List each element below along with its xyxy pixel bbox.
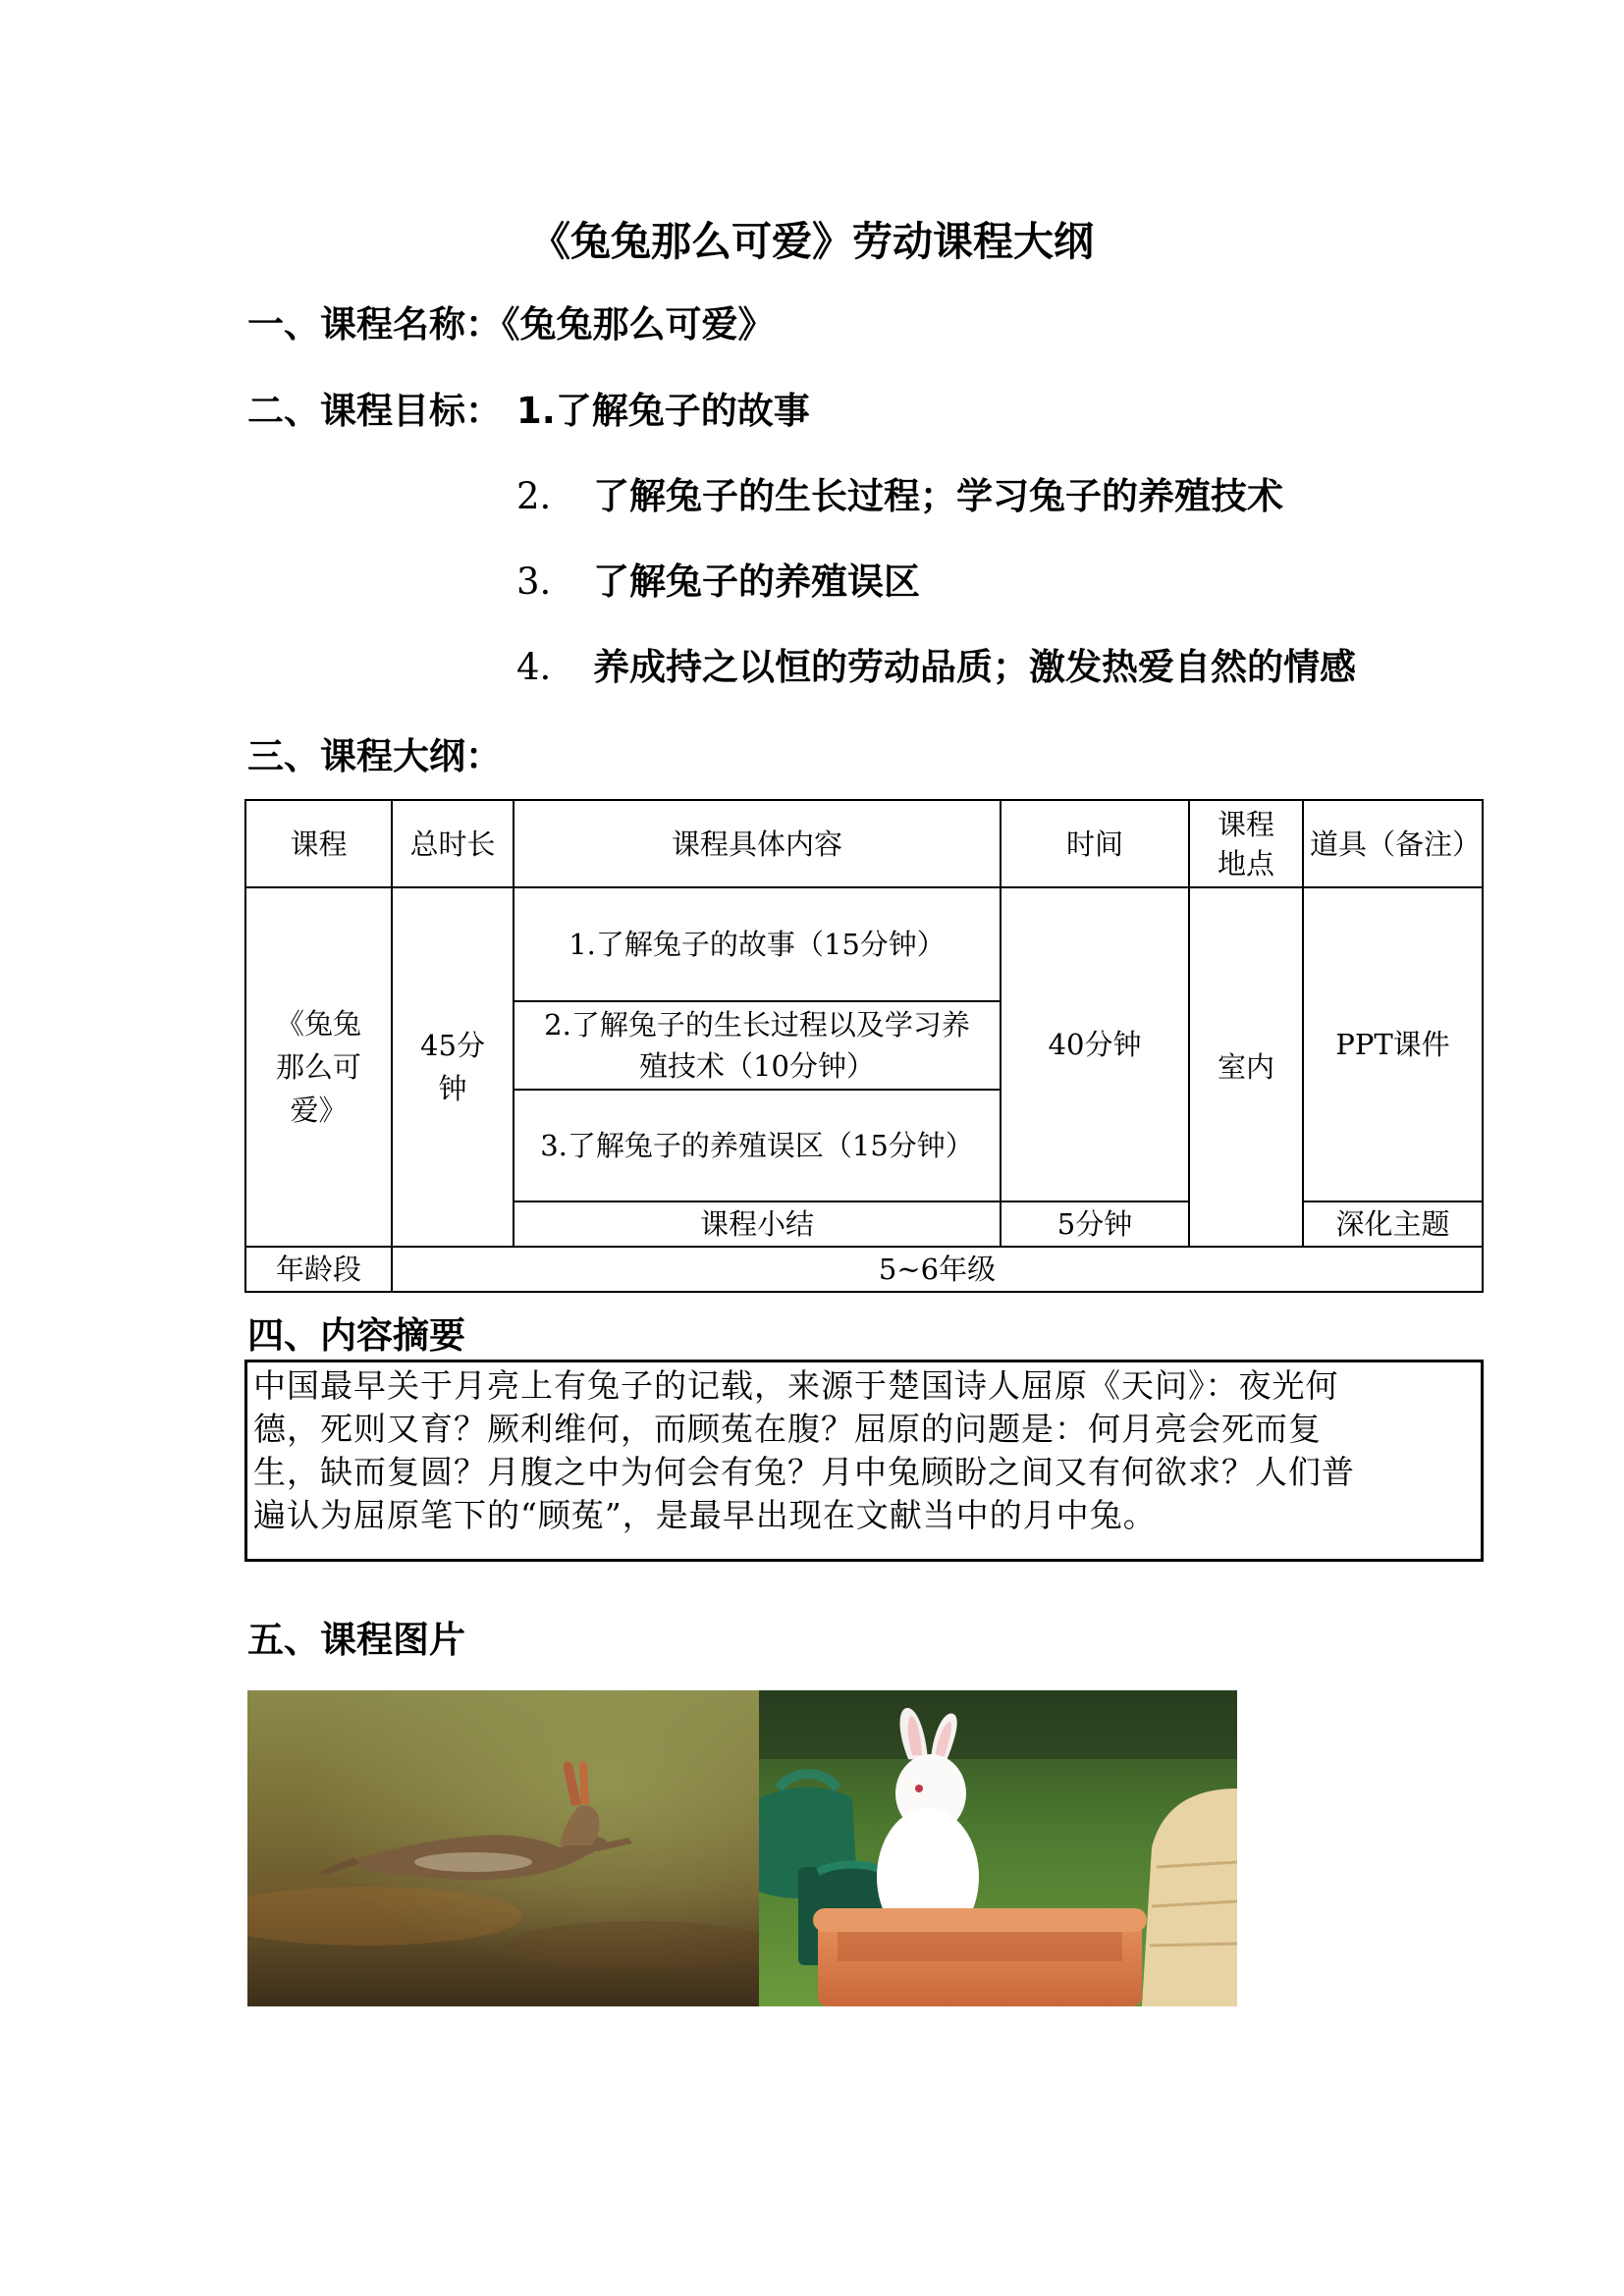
goal-item — [516, 557, 920, 608]
location-cell: 室内 — [1189, 887, 1303, 1247]
header-cell: 道具（备注） — [1303, 800, 1483, 887]
content-cell: 2.了解兔子的生长过程以及学习养 殖技术（10分钟） — [514, 1001, 1001, 1090]
props-cell: PPT课件 — [1303, 887, 1483, 1201]
goal-item — [516, 386, 810, 437]
content-cell: 3.了解兔子的养殖误区（15分钟） — [514, 1090, 1001, 1201]
table-row — [245, 1247, 1483, 1292]
header-cell: 课程具体内容 — [514, 800, 1001, 887]
goal-number: 4. — [516, 646, 552, 688]
course-outline-table — [244, 799, 1484, 1293]
goal-text: 了解兔子的生长过程；学习兔子的养殖技术 — [593, 475, 1283, 517]
goal-item — [516, 471, 1283, 522]
section2-heading: 二、课程目标： — [247, 390, 502, 432]
summary-note-cell: 深化主题 — [1303, 1201, 1483, 1247]
header-cell: 时间 — [1001, 800, 1189, 887]
table-header-row — [245, 800, 1483, 887]
summary-box — [244, 1360, 1484, 1562]
header-cell: 总时长 — [392, 800, 514, 887]
section4-heading: 四、内容摘要 — [247, 1314, 465, 1357]
clay-pot — [813, 1908, 1147, 2006]
summary-label-cell: 课程小结 — [514, 1201, 1001, 1247]
age-value-cell: 5~6年级 — [392, 1247, 1483, 1292]
goal-number: 3. — [516, 561, 552, 603]
header-cell: 课程 地点 — [1189, 800, 1303, 887]
table-row — [245, 887, 1483, 1001]
goal-item — [516, 642, 1356, 693]
duration-cell: 45分 钟 — [392, 887, 514, 1247]
page-title: 《兔兔那么可爱》劳动课程大纲 — [530, 218, 1094, 265]
section3-heading: 三、课程大纲： — [247, 735, 502, 777]
goal-text: 了解兔子的养殖误区 — [593, 561, 920, 603]
running-rabbit-photo — [247, 1690, 759, 2006]
summary-text: 中国最早关于月亮上有兔子的记载，来源于楚国诗人屈原《天问》：夜光何德，死则又育？厥利维何，而顾菟在腹？屈原的问题是：何月亮会死而复生，缺而复圆？月腹之中为何会有兔？月中兔顾盼之间又有何欲求？人们普遍认为屈原笔下的“顾菟”，是最早出现在文献当中的月中兔。 — [253, 1366, 1355, 1534]
age-label-cell: 年龄段 — [245, 1247, 392, 1292]
goal-text: 1.了解兔子的故事 — [516, 390, 810, 432]
goal-text: 养成持之以恒的劳动品质；激发热爱自然的情感 — [593, 646, 1356, 688]
content-cell: 1.了解兔子的故事（15分钟） — [514, 887, 1001, 1001]
course-name-cell: 《兔兔 那么可 爱》 — [245, 887, 392, 1247]
white-rabbit-photo — [759, 1690, 1237, 2006]
header-cell: 课程 — [245, 800, 392, 887]
summary-time-cell: 5分钟 — [1001, 1201, 1189, 1247]
content-time-cell: 40分钟 — [1001, 887, 1189, 1201]
goal-number: 2. — [516, 475, 552, 517]
section1-heading: 一、课程名称：《兔兔那么可爱》 — [247, 303, 775, 346]
section5-heading: 五、课程图片 — [247, 1619, 465, 1661]
